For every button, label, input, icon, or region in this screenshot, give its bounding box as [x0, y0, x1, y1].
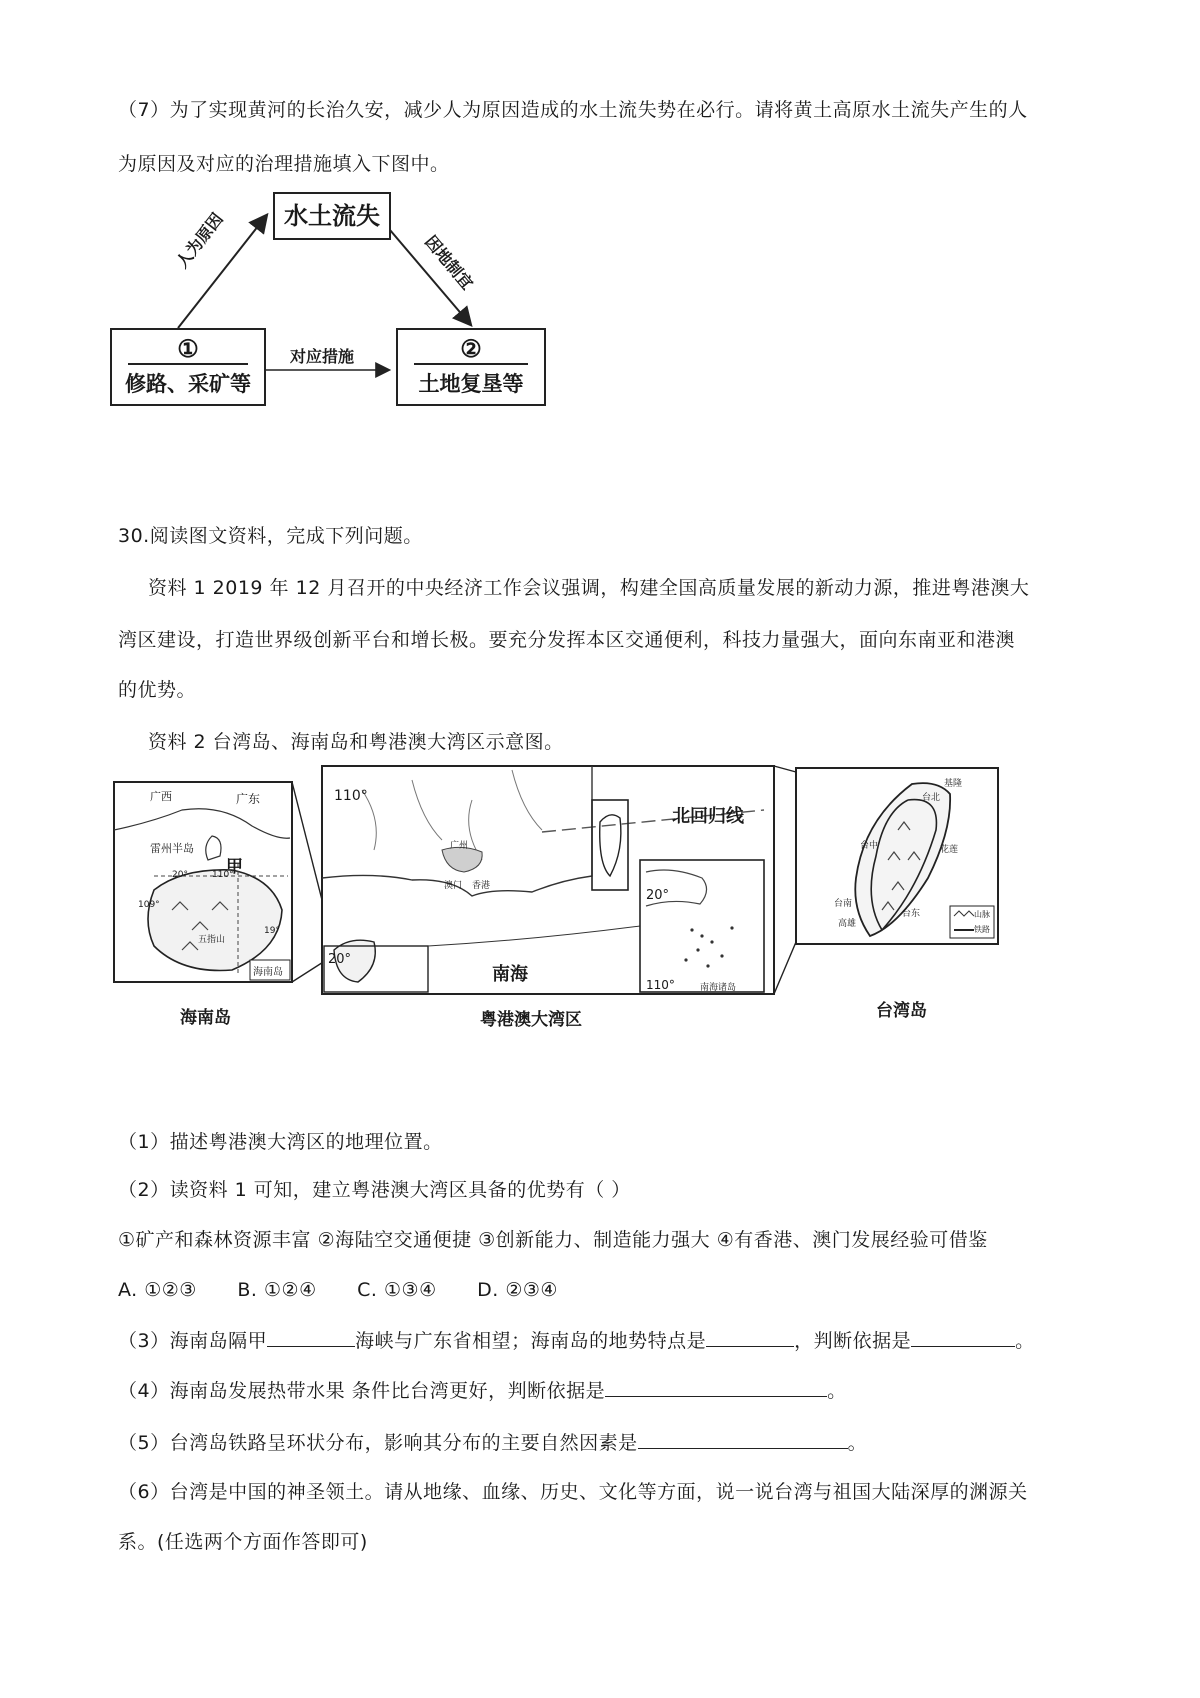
- sub-q4-part1: （4）海南岛发展热带水果 条件比台湾更好，判断依据是: [118, 1380, 606, 1402]
- sub-q6-line-2: 系。(任选两个方面作答即可): [118, 1531, 368, 1553]
- label-jia: 甲: [226, 857, 243, 877]
- sub-q3-part3: ，判断依据是: [794, 1330, 912, 1352]
- sub-q2: （2）读资料 1 可知，建立粤港澳大湾区具备的优势有（ ）: [118, 1179, 631, 1201]
- q7-line-2: 为原因及对应的治理措施填入下图中。: [118, 153, 450, 175]
- answer-blank-terrain[interactable]: [706, 1326, 794, 1347]
- measure-text: 土地复垦等: [418, 371, 524, 396]
- material1-line-3: 的优势。: [118, 679, 197, 701]
- connector-hainan-top: [292, 782, 322, 900]
- choice-a[interactable]: A. ①②③: [118, 1279, 197, 1301]
- answer-blank-basis[interactable]: [911, 1326, 1015, 1347]
- sub-q1: （1）描述粤港澳大湾区的地理位置。: [118, 1131, 443, 1153]
- flow-diagram: [108, 188, 608, 460]
- label-guangzhou: 广州: [450, 841, 469, 851]
- label-gba-lat20: 20°: [328, 952, 352, 967]
- label-human-cause: 人为原因: [172, 209, 227, 272]
- material1-line-2: 湾区建设，打造世界级创新平台和增长极。要充分发挥本区交通便利，科技力量强大，面向东南亚和港澳: [118, 629, 1016, 651]
- label-hainan-box: 海南岛: [253, 967, 283, 978]
- label-tropic: 北回归线: [672, 806, 744, 827]
- label-taizhong: 台中: [860, 841, 879, 851]
- caption-gba: 粤港澳大湾区: [480, 1010, 582, 1030]
- sub-q5-part2: 。: [847, 1432, 868, 1454]
- circle-number-2: ②: [460, 334, 482, 363]
- south-sea-islands-frame: [640, 860, 764, 992]
- sub-q3-part4: 。: [1015, 1330, 1035, 1352]
- box-human-cause: [110, 328, 266, 406]
- map-svg: [112, 760, 1088, 1082]
- label-lon109: 109°: [138, 900, 160, 910]
- box-measure: [396, 328, 546, 406]
- connector-taiwan-bottom: [774, 942, 796, 994]
- label-aomen: 澳门: [444, 881, 463, 891]
- sub-q5: [118, 1428, 867, 1457]
- legend-mountain-label: 山脉: [974, 910, 990, 919]
- label-guangxi: 广西: [150, 790, 172, 803]
- box-soil-erosion: 水土流失: [273, 192, 391, 240]
- label-tainan: 台南: [834, 899, 853, 909]
- label-nanhai: 南海: [492, 964, 528, 985]
- label-gaoxiong: 高雄: [838, 919, 857, 929]
- legend-rail-label: 铁路: [974, 925, 990, 934]
- answer-blank-strait[interactable]: [267, 1326, 355, 1347]
- circle-number-1: ①: [177, 334, 199, 363]
- label-measures: 对应措施: [290, 347, 355, 366]
- label-nanhai-islands: 南海诸岛: [700, 983, 737, 993]
- sub-q6-line-1: （6）台湾是中国的神圣领土。请从地缘、血缘、历史、文化等方面，说一说台湾与祖国大陆深厚的渊源关: [118, 1481, 1028, 1503]
- sub-q5-part1: （5）台湾岛铁路呈环状分布，影响其分布的主要自然因素是: [118, 1432, 638, 1454]
- caption-hainan: 海南岛: [180, 1008, 231, 1028]
- choice-d[interactable]: D. ②③④: [477, 1279, 558, 1301]
- label-hainan-lon110: 110°: [212, 870, 234, 880]
- choice-b[interactable]: B. ①②④: [237, 1279, 317, 1301]
- label-jilong: 基隆: [944, 779, 963, 789]
- sub-q3-part1: （3）海南岛隔甲: [118, 1330, 268, 1352]
- answer-blank-fruit-basis[interactable]: [605, 1376, 827, 1397]
- label-gba-lon110: 110°: [334, 788, 368, 804]
- q30-title: 30.阅读图文资料，完成下列问题。: [118, 525, 423, 547]
- label-wuzhishan: 五指山: [198, 935, 226, 945]
- sub-q4-part2: 。: [827, 1380, 847, 1402]
- label-adapt-local: 因地制宜: [421, 231, 477, 294]
- caption-taiwan: 台湾岛: [876, 1001, 927, 1021]
- label-guangdong: 广东: [236, 792, 261, 806]
- label-xianggang: 香港: [472, 881, 491, 891]
- sub-q4: [118, 1376, 847, 1405]
- label-inset-lon110: 110°: [646, 978, 675, 992]
- connector-taiwan-top: [774, 766, 796, 772]
- label-inset-lat20: 20°: [646, 888, 670, 903]
- label-hainan-lat20: 20°: [172, 870, 188, 880]
- label-leizhou: 雷州半岛: [150, 842, 194, 855]
- sub-q3-part2: 海峡与广东省相望；海南岛的地势特点是: [355, 1330, 707, 1352]
- answer-blank-rail-factor[interactable]: [638, 1428, 848, 1449]
- q7-line-1: （7）为了实现黄河的长治久安，减少人为原因造成的水土流失势在必行。请将黄土高原水土流失产生的人: [118, 99, 1028, 121]
- material1-line-1: 资料 1 2019 年 12 月召开的中央经济工作会议强调，构建全国高质量发展的新动力源，推进粤港澳大: [148, 577, 1030, 599]
- choice-c[interactable]: C. ①③④: [357, 1279, 437, 1301]
- label-hualian: 花莲: [940, 845, 959, 855]
- sub-q2-options: ①矿产和森林资源丰富 ②海陆空交通便捷 ③创新能力、制造能力强大 ④有香港、澳门发展经验可借鉴: [118, 1229, 988, 1251]
- human-cause-text: 修路、采矿等: [125, 371, 251, 396]
- label-lat19: 19°: [264, 926, 280, 936]
- label-taidong: 台东: [902, 909, 921, 919]
- label-taibei: 台北: [922, 793, 941, 803]
- map-figure: [112, 760, 1088, 1082]
- sub-q3: [118, 1326, 1035, 1355]
- sub-q2-choices: [118, 1276, 592, 1304]
- material2-line: 资料 2 台湾岛、海南岛和粤港澳大湾区示意图。: [148, 731, 564, 753]
